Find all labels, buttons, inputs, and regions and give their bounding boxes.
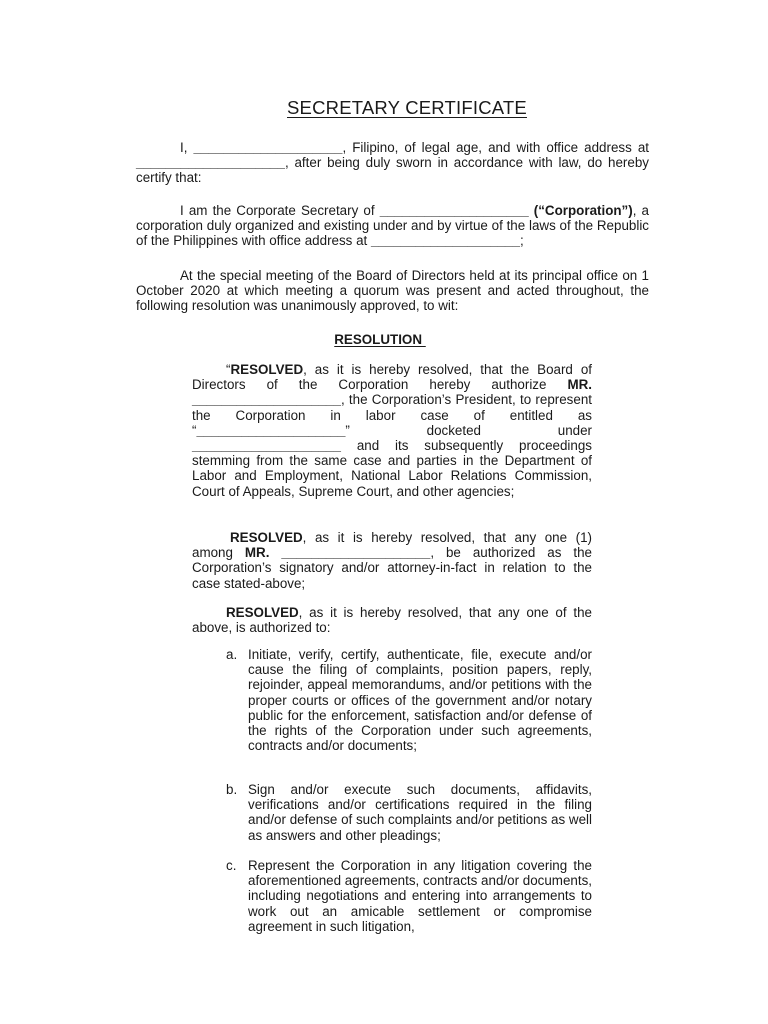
resolved-keyword: RESOLVED: [226, 605, 299, 620]
open-quote: “: [226, 362, 231, 377]
item-text: Sign and/or execute such documents, affidavits, verifications and/or certifications required in the filing and/or defense of such complaints and/or petitions as well as answers and other pleadings;: [248, 782, 592, 843]
case-title-blank: ____________________: [196, 422, 346, 438]
president-name-blank: MR. ____________________: [192, 377, 592, 408]
paragraph-secretary-pre: I am the Corporate Secretary of: [180, 203, 380, 218]
corporation-address-blank: ____________________: [370, 233, 520, 249]
affiant-name-blank: ____________________: [193, 140, 343, 155]
resolution-1-text-a: , as it is hereby resolved, that the Board of Directors of the Corporation hereby authorize: [192, 362, 592, 393]
resolved-keyword: RESOLVED: [230, 530, 303, 545]
resolution-clause-1: [192, 362, 592, 499]
resolution-heading: RESOLUTION: [334, 332, 426, 347]
paragraph-corporate-secretary: [136, 203, 649, 249]
item-text: Represent the Corporation in any litigation covering the aforementioned agreements, contracts and/or documents, including negotiations and entering into arrangements to work out an amicable settlement or compromise agreement in such litigation,: [248, 858, 592, 934]
resolved-keyword: RESOLVED: [230, 362, 304, 377]
paragraph-secretary-post: ;: [519, 233, 524, 249]
paragraph-affiant-pre: I,: [180, 140, 194, 155]
paragraph-affiant-mid: , Filipino, of legal age, and with office address at: [342, 140, 649, 155]
resolution-1-text-b: , the Corporation’s President, to represent the Corporation in labor case of entitled as “: [192, 392, 592, 438]
page-title: SECRETARY CERTIFICATE: [287, 97, 527, 118]
office-address-blank: ____________________: [136, 155, 285, 171]
resolution-1-text-d: and its subsequently proceedings stemming from the same case and parties in the Department of Labor and Employment, National Labor Relations Commission, Court of Appeals, Supreme Court, and other agencies;: [192, 438, 592, 499]
resolution-2-text-b: , be authorized as the Corporation’s signatory and/or attorney-in-fact in relation to the case stated-above;: [192, 545, 592, 591]
resolution-clause-3: [192, 605, 592, 635]
resolution-2-text-a: , as it is hereby resolved, that any one (1) among: [192, 530, 592, 561]
paragraph-secretary-mid: , a corporation duly organized and existing under and by virtue of the laws of the Republic of the Philippines with office address at: [136, 203, 650, 249]
item-letter: b.: [226, 782, 238, 797]
paragraph-affiant-post: , after being duly sworn in accordance with law, do hereby certify that:: [136, 155, 649, 186]
signatory-name-blank: MR. ____________________: [244, 545, 431, 561]
corporation-label: (“Corporation”): [528, 203, 633, 218]
item-letter: c.: [226, 858, 237, 873]
docket-number-blank: ____________________: [192, 438, 341, 454]
resolution-3-text: , as it is hereby resolved, that any one of the above, is authorized to:: [192, 605, 592, 636]
item-letter: a.: [226, 647, 238, 662]
item-text: Initiate, verify, certify, authenticate, file, execute and/or cause the filing of complaints, position papers, reply, rejoinder, appeal memorandums, and/or petitions with the proper courts or offices of the government and/or notary public for the enforcement, satisfaction and/or defense of the rights of the Corporation under such agreements, contracts and/or documents;: [248, 647, 592, 754]
corporation-name-blank: ____________________: [379, 203, 529, 218]
paragraph-special-meeting: At the special meeting of the Board of Directors held at its principal office on 1 October 2020 at which meeting a quorum was present and acted throughout, the following resolution was unanimously approved, to wit:: [136, 268, 649, 314]
resolution-1-text-c: ” docketed under: [345, 422, 592, 438]
resolution-clause-2: [192, 530, 592, 591]
paragraph-affiant: [136, 140, 649, 186]
